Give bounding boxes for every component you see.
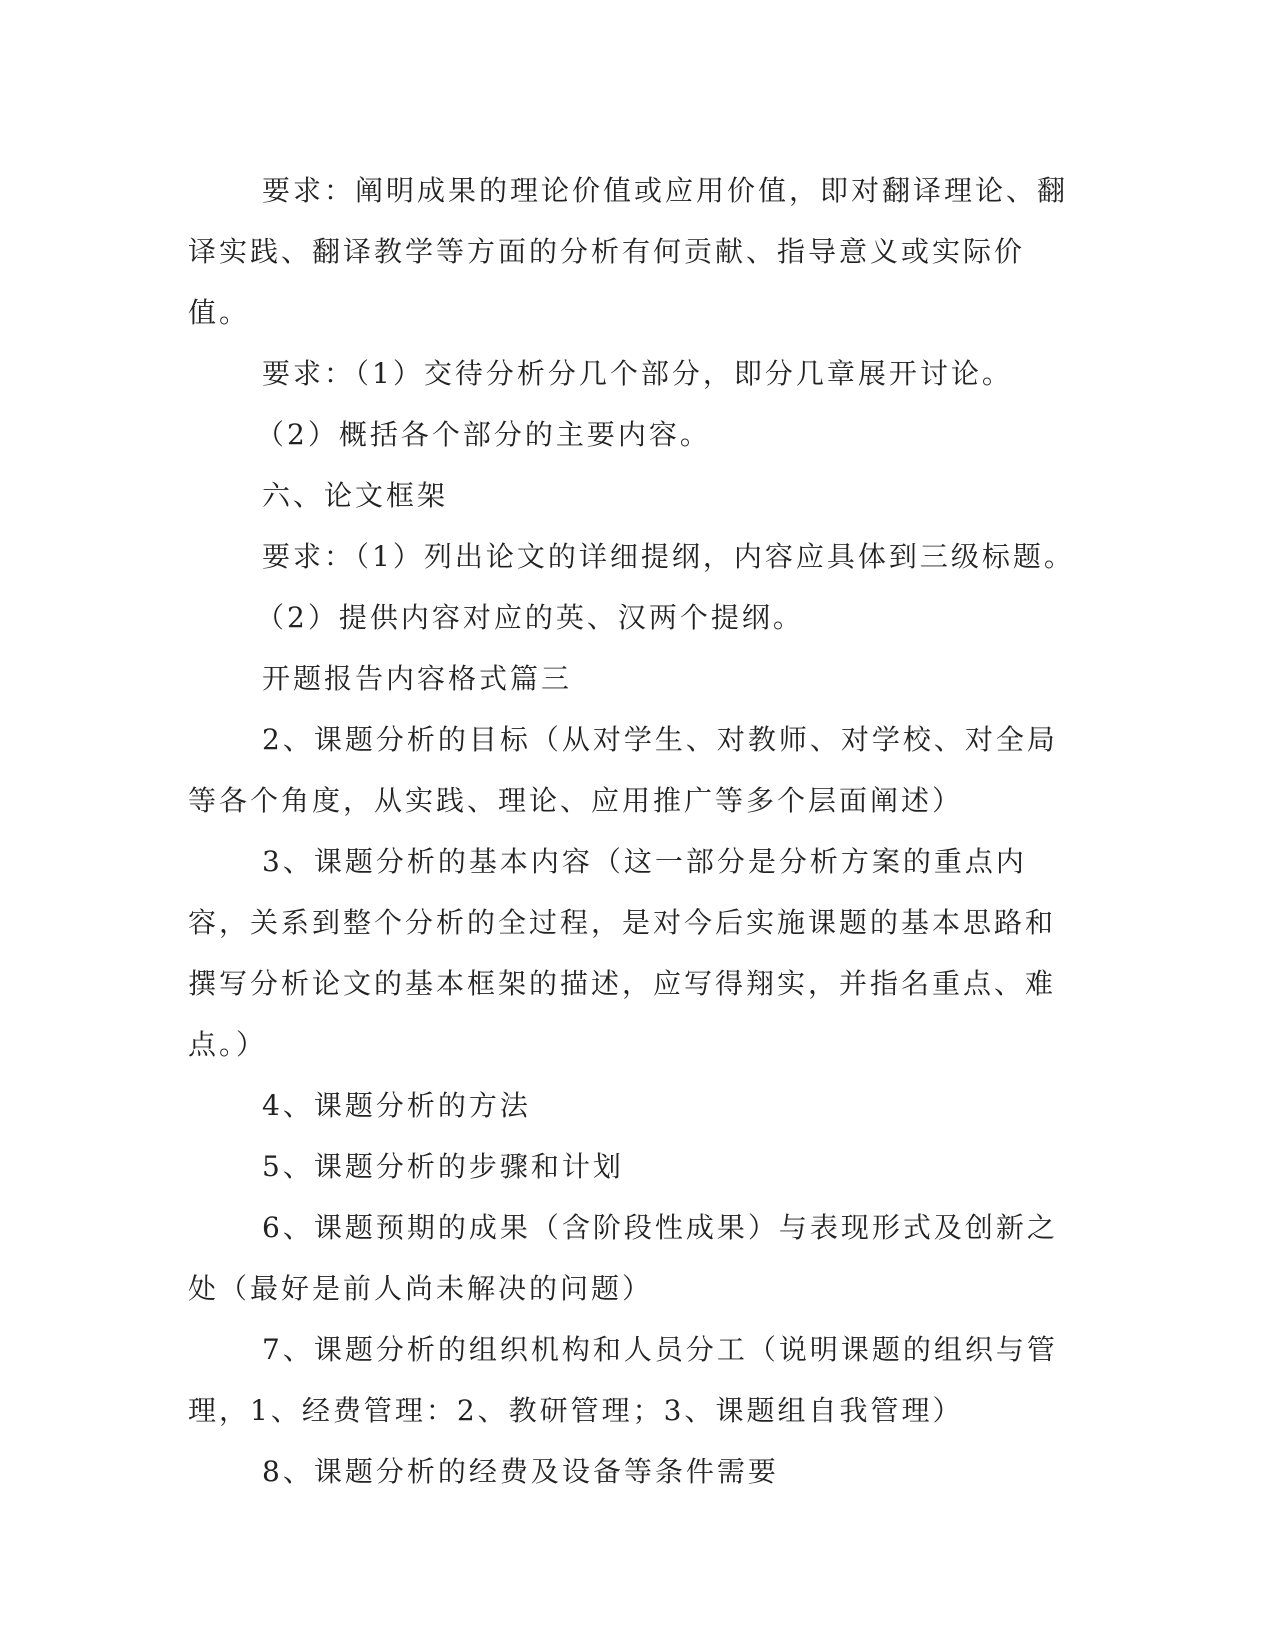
paragraph-requirement-outline: 要求：（1）列出论文的详细提纲，内容应具体到三级标题。	[262, 540, 1075, 573]
list-item-organization: 7、课题分析的组织机构和人员分工（说明课题的组织与管理，1、经费管理：2、教研管理；3、课题组自我管理）	[188, 1333, 1058, 1427]
list-item-methods: 4、课题分析的方法	[262, 1089, 531, 1122]
paragraph-requirement-value: 要求：阐明成果的理论价值或应用价值，即对翻译理论、翻译实践、翻译教学等方面的分析有何贡献、指导意义或实际价值。	[188, 174, 1069, 329]
list-item-objectives: 2、课题分析的目标（从对学生、对教师、对学校、对全局等各个角度，从实践、理论、应用推广等多个层面阐述）	[188, 723, 1058, 817]
paragraph-summary-parts: （2）概括各个部分的主要内容。	[256, 418, 711, 451]
paragraph-bilingual-outline: （2）提供内容对应的英、汉两个提纲。	[256, 601, 804, 634]
list-item-funding-equipment: 8、课题分析的经费及设备等条件需要	[262, 1455, 779, 1488]
paragraph-requirement-parts: 要求：（1）交待分析分几个部分，即分几章展开讨论。	[262, 357, 1013, 390]
section-heading-part-three: 开题报告内容格式篇三	[262, 662, 573, 695]
list-item-expected-results: 6、课题预期的成果（含阶段性成果）与表现形式及创新之处（最好是前人尚未解决的问题）	[188, 1211, 1058, 1305]
section-heading-framework: 六、论文框架	[262, 479, 449, 512]
list-item-basic-content: 3、课题分析的基本内容（这一部分是分析方案的重点内容，关系到整个分析的全过程，是对今后实施课题的基本思路和撰写分析论文的基本框架的描述，应写得翔实，并指名重点、难点。）	[188, 845, 1057, 1061]
list-item-steps-plan: 5、课题分析的步骤和计划	[262, 1150, 624, 1183]
document-body	[188, 160, 1078, 1502]
